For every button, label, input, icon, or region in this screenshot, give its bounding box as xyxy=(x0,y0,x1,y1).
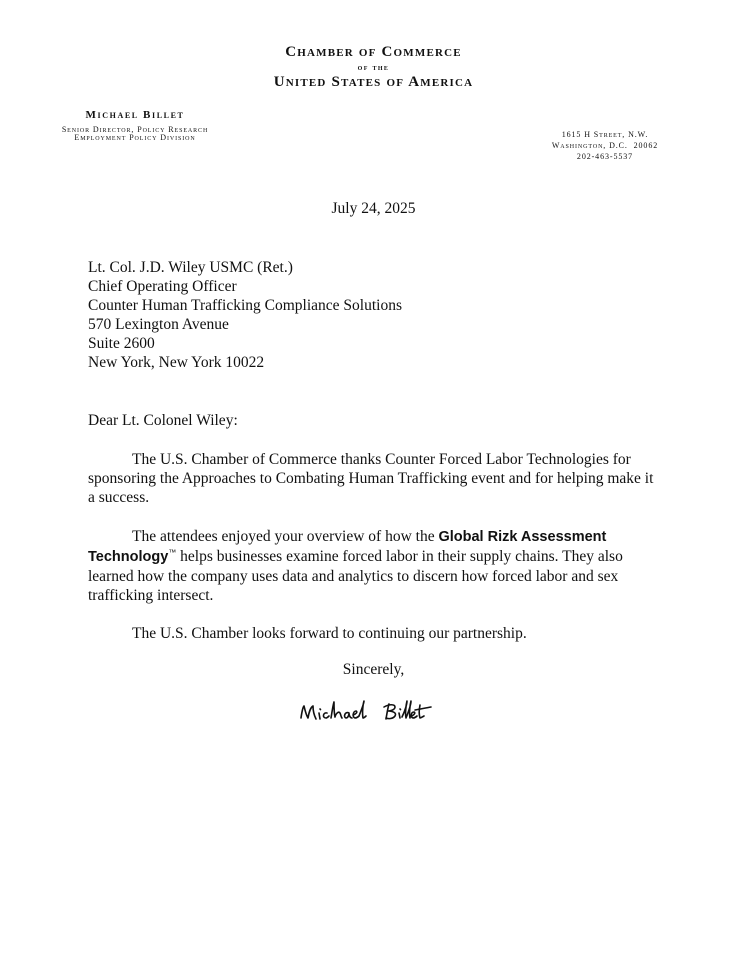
paragraph-3-text: The U.S. Chamber looks forward to continuing our partnership. xyxy=(132,625,527,642)
paragraph-1 xyxy=(88,450,663,507)
trademark-symbol: ™ xyxy=(168,547,177,557)
signature xyxy=(296,696,451,735)
address-street: 1615 H Street, N.W. xyxy=(561,130,649,139)
product-name: Global Rizk Assessment Technology xyxy=(88,529,607,565)
signature-graphic xyxy=(296,696,451,730)
recipient-name: Lt. Col. J.D. Wiley USMC (Ret.) xyxy=(88,259,293,276)
salutation: Dear Lt. Colonel Wiley: xyxy=(88,412,238,429)
letterhead-org-line1: Chamber of Commerce xyxy=(285,44,462,60)
address-phone: 202-463-5537 xyxy=(576,152,634,161)
paragraph-2-rest: helps businesses examine forced labor in their supply chains. They also learned how the company uses data and analytics to discern how forced labor and sex trafficking intersect. xyxy=(88,548,623,604)
paragraph-2-lead: The attendees enjoyed your overview of how the xyxy=(132,528,439,545)
letterhead-org-line3: United States of America xyxy=(273,74,474,90)
letter-date: July 24, 2025 xyxy=(331,200,416,217)
recipient-city: New York, New York 10022 xyxy=(88,354,265,371)
recipient-block xyxy=(88,258,402,372)
sender-title: Senior Director, Policy Research xyxy=(61,125,209,134)
address-city: Washington, D.C. 20062 xyxy=(551,141,659,150)
paragraph-1-text: The U.S. Chamber of Commerce thanks Counter Forced Labor Technologies for sponsoring the Approaches to Combating Human Trafficking event and for helping make it a success. xyxy=(88,451,654,506)
closing: Sincerely, xyxy=(342,661,405,678)
recipient-title: Chief Operating Officer xyxy=(88,278,237,295)
recipient-street: 570 Lexington Avenue xyxy=(88,316,229,333)
sender-name: Michael Billet xyxy=(85,109,185,121)
recipient-company: Counter Human Trafficking Compliance Solutions xyxy=(88,297,403,314)
paragraph-2 xyxy=(88,527,663,605)
paragraph-3 xyxy=(88,624,663,643)
sender-division: Employment Policy Division xyxy=(74,133,196,142)
letterhead-org-line2: of the xyxy=(357,62,390,72)
recipient-suite: Suite 2600 xyxy=(88,335,155,352)
